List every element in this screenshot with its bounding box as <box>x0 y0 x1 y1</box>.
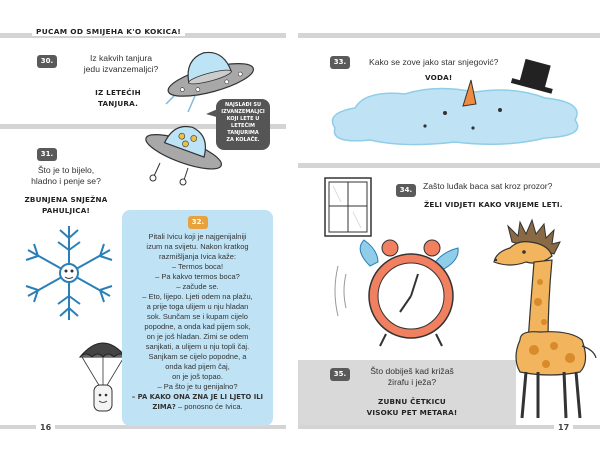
story-punchline: – PA KAKO ONA ZNA JE LI LJETO ILI <box>131 393 264 401</box>
question-31-text: Što je to bijelo, hladno i penje se? <box>31 165 101 186</box>
question-number-32: 32. <box>188 216 208 229</box>
snowflake-illustration <box>14 218 124 328</box>
answer-33: VODA! <box>425 73 453 82</box>
question-35-text: Što dobiješ kad križaš žirafu i ježa? <box>370 366 454 387</box>
divider-right <box>298 163 600 168</box>
page-number-right: 17 <box>554 423 573 432</box>
question-number-35: 35. <box>330 368 350 381</box>
question-number-31: 31. <box>37 148 57 161</box>
question-number-34: 34. <box>396 184 416 197</box>
parachute-illustration <box>78 335 128 425</box>
melted-snowman-illustration <box>325 58 595 148</box>
page-number-left: 16 <box>36 423 55 432</box>
answer-35: ZUBNU ČETKICU VISOKU PET METARA! <box>366 397 458 417</box>
question-33-text: Kako se zove jako star snjegović? <box>369 57 499 67</box>
story-text: Pitali Ivicu koji je najgenijalniji izum na svijetu. Nakon kratkog razmišljanja Ivica kaže: – Termos boca! – Pa kakvo termos boca? – začude se. – Eto, lijepo. Ljeti odem na plažu, a prije toga ulijem u nju hladan sok. Sunčam se i kupam cijelo popodne, a onda kad pijem sok, on je još hladan. Zimi se odem sanjkati, a ulijem u nju topli čaj. Sanjkam se cijelo popodne, a onda kad pijem čaj, on je još topao. – Pa što je tu genijalno? – PA KAKO ONA ZNA JE LI LJETO ILI ZIMA? – ponosno će Ivica. <box>131 232 264 411</box>
answer-31: ZBUNJENA SNJEŽNA PAHULJICA! <box>24 195 108 215</box>
question-number-33: 33. <box>330 56 350 69</box>
flying-clock-illustration <box>330 236 470 356</box>
answer-34: ŽELI VIDJETI KAKO VRIJEME LETI. <box>424 200 563 209</box>
story-card-32 <box>122 210 273 426</box>
question-number-30: 30. <box>37 55 57 68</box>
top-bar-right <box>298 33 600 38</box>
window-illustration <box>323 176 373 238</box>
question-34-text: Zašto luđak baca sat kroz prozor? <box>423 181 553 191</box>
speech-bubble: NAJSLAĐI SU IZVANZEMALJCI KOJI LETE U LETEĆIM TANJURIMA ZA KOLAČE. <box>216 99 270 150</box>
question-30-text: Iz kakvih tanjura jedu izvanzemaljci? <box>83 53 159 74</box>
page-header: PUCAM OD SMIJEHA K'O KOKICA! <box>32 27 185 36</box>
answer-30: IZ LETEĆIH TANJURA. <box>95 88 141 108</box>
giraffe-hedgehog-illustration <box>490 222 600 422</box>
